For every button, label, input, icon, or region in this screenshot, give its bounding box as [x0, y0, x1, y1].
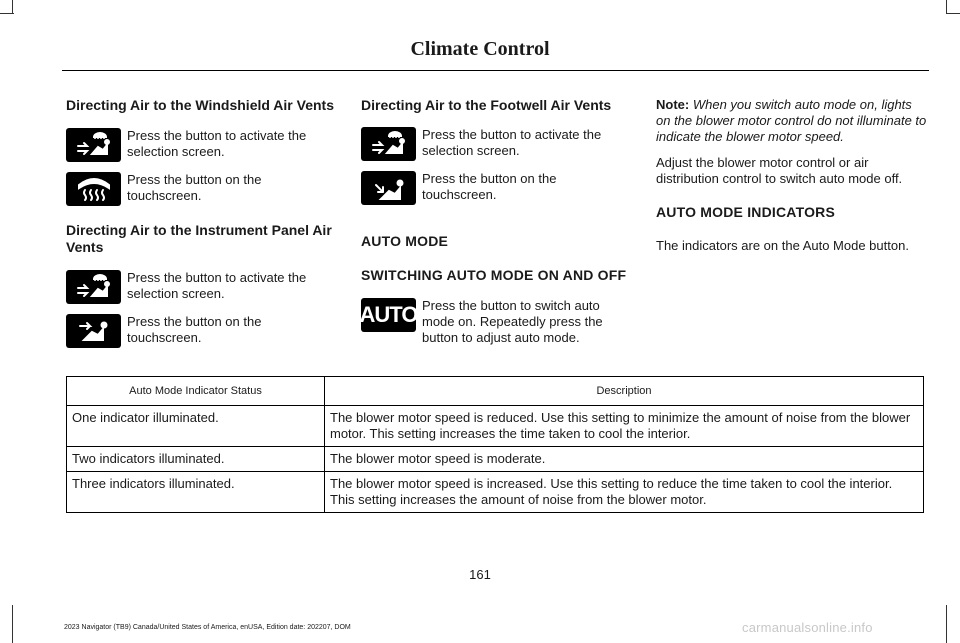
- instruction-text: Press the button on the touchscreen.: [422, 171, 557, 202]
- crop-mark: [0, 13, 14, 14]
- instruction-text: Press the button to switch auto mode on. Repeatedly press the button to adjust auto mode.: [422, 298, 603, 345]
- table-row: [67, 406, 924, 447]
- footer-text: 2023 Navigator (TB9) Canada/United States of America, enUSA, Edition date: 202207, DOM: [64, 624, 351, 631]
- table-cell: The blower motor speed is increased. Use this setting to reduce the time taken to cool the interior. This setting increases the amount of noise from the blower motor.: [325, 472, 924, 513]
- table-cell: Three indicators illuminated.: [67, 472, 325, 513]
- crop-mark: [12, 605, 13, 643]
- table-cell: The blower motor speed is moderate.: [325, 447, 924, 472]
- climate-select-icon: [66, 270, 121, 304]
- instruction-text: Press the button on the touchscreen.: [127, 314, 262, 345]
- instruction-row: [66, 270, 338, 304]
- indicator-table: [66, 376, 924, 513]
- panel-vent-icon: [66, 314, 121, 348]
- header-rule: [62, 70, 929, 71]
- table-header-row: [67, 377, 924, 406]
- column-header: Auto Mode Indicator Status: [67, 377, 325, 406]
- heading-footwell-vents: Directing Air to the Footwell Air Vents: [361, 97, 612, 113]
- instruction-row: [361, 298, 633, 346]
- table-cell: One indicator illuminated.: [67, 406, 325, 447]
- page-number: 161: [469, 567, 491, 582]
- footwell-vent-icon: [361, 171, 416, 205]
- heading-instrument-vents: Directing Air to the Instrument Panel Air Vents: [66, 222, 332, 255]
- instruction-row: [361, 171, 633, 205]
- note-text: When you switch auto mode on, lights on the blower motor control do not illuminate to indicate the blower motor speed.: [656, 97, 927, 144]
- crop-mark: [12, 0, 13, 14]
- crop-mark: [946, 605, 947, 643]
- heading-auto-mode: AUTO MODE: [361, 233, 449, 249]
- column-1: [66, 97, 338, 348]
- windshield-defrost-icon: [66, 172, 121, 206]
- table-row: [67, 447, 924, 472]
- instruction-text: Press the button to activate the selection screen.: [127, 128, 307, 159]
- instruction-text: Press the button to activate the selection screen.: [422, 127, 602, 158]
- column-2: [361, 97, 633, 346]
- table-row: [67, 472, 924, 513]
- watermark: carmanualsonline.info: [742, 620, 873, 635]
- instruction-text: Press the button to activate the selection screen.: [127, 270, 307, 301]
- instruction-row: [66, 128, 338, 162]
- page-title: Climate Control: [410, 38, 550, 60]
- heading-auto-mode-indicators: AUTO MODE INDICATORS: [656, 204, 836, 220]
- instruction-row: [66, 172, 338, 206]
- crop-mark: [946, 13, 960, 14]
- body-text: Adjust the blower motor control or air distribution control to switch auto mode off.: [656, 155, 903, 186]
- instruction-text: Press the button on the touchscreen.: [127, 172, 262, 203]
- auto-button-icon: AUTO: [361, 298, 416, 332]
- note-label: Note:: [656, 97, 690, 112]
- heading-switching-auto-mode: SWITCHING AUTO MODE ON AND OFF: [361, 267, 627, 283]
- climate-select-icon: [66, 128, 121, 162]
- instruction-row: [66, 314, 338, 348]
- column-header: Description: [325, 377, 924, 406]
- crop-mark: [946, 0, 947, 14]
- heading-windshield-vents: Directing Air to the Windshield Air Vents: [66, 97, 334, 113]
- climate-select-icon: [361, 127, 416, 161]
- instruction-row: [361, 127, 633, 161]
- table-cell: The blower motor speed is reduced. Use this setting to minimize the amount of noise from the blower motor. This setting increases the time taken to cool the interior.: [325, 406, 924, 447]
- note-paragraph: [656, 97, 928, 145]
- column-3: [656, 97, 928, 254]
- table-cell: Two indicators illuminated.: [67, 447, 325, 472]
- body-text: The indicators are on the Auto Mode button.: [656, 238, 909, 253]
